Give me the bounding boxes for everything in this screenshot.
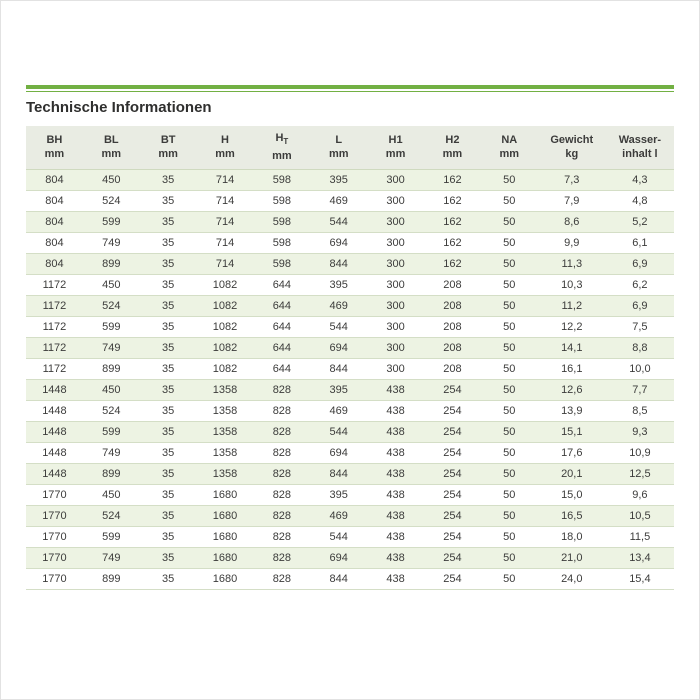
table-cell-h1: 438 [367,380,424,401]
table-cell-bt: 35 [140,233,197,254]
table-cell-h1: 300 [367,359,424,380]
table-cell-ht: 828 [253,422,310,443]
table-cell-wasserinhalt: 8,5 [606,401,674,422]
column-header-wasserinhalt: Wasser- inhalt l [606,126,674,170]
table-cell-na: 50 [481,527,538,548]
table-cell-bh: 1448 [26,464,83,485]
table-row [26,569,674,590]
table-cell-na: 50 [481,233,538,254]
table-cell-h2: 162 [424,233,481,254]
table-cell-wasserinhalt: 5,2 [606,212,674,233]
table-cell-ht: 644 [253,317,310,338]
table-cell-h: 1082 [197,317,254,338]
table-cell-wasserinhalt: 4,3 [606,170,674,191]
table-cell-l: 844 [310,569,367,590]
column-header-gewicht: Gewicht kg [538,126,606,170]
table-cell-bl: 749 [83,338,140,359]
table-cell-na: 50 [481,506,538,527]
table-cell-bl: 450 [83,485,140,506]
table-header-row [26,126,674,170]
table-cell-h: 1358 [197,422,254,443]
table-cell-bl: 524 [83,296,140,317]
table-cell-bl: 899 [83,254,140,275]
table-cell-gewicht: 24,0 [538,569,606,590]
table-cell-bh: 804 [26,212,83,233]
table-cell-wasserinhalt: 10,0 [606,359,674,380]
table-row [26,506,674,527]
table-cell-bh: 804 [26,233,83,254]
table-cell-h2: 254 [424,569,481,590]
table-cell-l: 395 [310,485,367,506]
table-cell-bl: 749 [83,233,140,254]
table-row [26,443,674,464]
table-cell-bt: 35 [140,380,197,401]
table-cell-bl: 599 [83,212,140,233]
table-cell-h2: 254 [424,506,481,527]
table-cell-bh: 1770 [26,527,83,548]
table-cell-h2: 208 [424,275,481,296]
table-cell-h2: 162 [424,254,481,275]
table-cell-ht: 828 [253,548,310,569]
table-cell-h1: 438 [367,422,424,443]
table-cell-na: 50 [481,548,538,569]
table-cell-gewicht: 16,5 [538,506,606,527]
table-row [26,275,674,296]
table-cell-bh: 1172 [26,296,83,317]
table-cell-bh: 1448 [26,422,83,443]
table-cell-bh: 1770 [26,569,83,590]
table-cell-h2: 254 [424,548,481,569]
table-cell-bh: 804 [26,170,83,191]
table-cell-na: 50 [481,212,538,233]
table-row [26,233,674,254]
table-cell-na: 50 [481,170,538,191]
table-cell-wasserinhalt: 9,6 [606,485,674,506]
table-cell-ht: 828 [253,527,310,548]
table-row [26,296,674,317]
table-cell-l: 395 [310,380,367,401]
table-cell-h2: 254 [424,422,481,443]
table-cell-wasserinhalt: 11,5 [606,527,674,548]
table-cell-l: 469 [310,191,367,212]
table-cell-gewicht: 10,3 [538,275,606,296]
table-cell-bl: 899 [83,569,140,590]
table-cell-bt: 35 [140,254,197,275]
table-row [26,380,674,401]
column-header-na: NA mm [481,126,538,170]
table-cell-h: 1082 [197,275,254,296]
table-cell-l: 694 [310,233,367,254]
table-cell-ht: 644 [253,275,310,296]
table-cell-h: 1358 [197,380,254,401]
table-cell-l: 395 [310,275,367,296]
table-cell-na: 50 [481,464,538,485]
top-divider-thick [26,85,674,89]
table-cell-h1: 300 [367,233,424,254]
table-cell-l: 844 [310,359,367,380]
table-cell-ht: 644 [253,359,310,380]
table-cell-l: 469 [310,401,367,422]
table-cell-gewicht: 17,6 [538,443,606,464]
table-cell-bh: 1770 [26,548,83,569]
table-cell-ht: 598 [253,170,310,191]
table-cell-ht: 828 [253,464,310,485]
table-cell-l: 544 [310,212,367,233]
table-cell-h2: 254 [424,380,481,401]
table-cell-wasserinhalt: 7,7 [606,380,674,401]
table-cell-h: 714 [197,191,254,212]
table-cell-h2: 162 [424,191,481,212]
table-cell-h1: 438 [367,485,424,506]
table-cell-bh: 1172 [26,317,83,338]
table-cell-l: 544 [310,422,367,443]
table-cell-bh: 1770 [26,485,83,506]
table-cell-h2: 208 [424,359,481,380]
table-cell-gewicht: 12,6 [538,380,606,401]
table-cell-h1: 300 [367,338,424,359]
table-cell-h2: 162 [424,170,481,191]
table-cell-na: 50 [481,296,538,317]
table-cell-bh: 1172 [26,338,83,359]
table-cell-ht: 598 [253,254,310,275]
table-cell-bl: 450 [83,170,140,191]
table-cell-na: 50 [481,422,538,443]
table-cell-h: 714 [197,254,254,275]
table-cell-h1: 300 [367,275,424,296]
column-header-l: L mm [310,126,367,170]
table-cell-h1: 438 [367,569,424,590]
table-cell-gewicht: 20,1 [538,464,606,485]
table-cell-ht: 828 [253,569,310,590]
table-cell-h1: 300 [367,170,424,191]
table-row [26,359,674,380]
table-cell-l: 395 [310,170,367,191]
table-cell-bt: 35 [140,296,197,317]
table-cell-ht: 598 [253,191,310,212]
table-row [26,422,674,443]
table-cell-bh: 804 [26,254,83,275]
table-cell-gewicht: 18,0 [538,527,606,548]
table-cell-h1: 438 [367,506,424,527]
table-cell-h: 1680 [197,527,254,548]
table-cell-bh: 1448 [26,401,83,422]
table-row [26,191,674,212]
table-row [26,254,674,275]
table-cell-na: 50 [481,485,538,506]
table-cell-h1: 300 [367,191,424,212]
table-cell-bt: 35 [140,485,197,506]
table-cell-h: 1082 [197,359,254,380]
table-cell-l: 694 [310,443,367,464]
table-cell-ht: 828 [253,485,310,506]
table-cell-bh: 804 [26,191,83,212]
table-cell-wasserinhalt: 15,4 [606,569,674,590]
table-cell-ht: 644 [253,296,310,317]
table-cell-h: 1680 [197,569,254,590]
technical-data-table [26,126,674,590]
page-title: Technische Informationen [26,99,212,116]
table-cell-ht: 828 [253,506,310,527]
table-cell-bl: 450 [83,275,140,296]
table-cell-na: 50 [481,338,538,359]
table-cell-h2: 254 [424,485,481,506]
column-header-h2: H2 mm [424,126,481,170]
table-cell-l: 844 [310,464,367,485]
table-cell-gewicht: 7,3 [538,170,606,191]
table-cell-h1: 438 [367,464,424,485]
table-cell-h: 1680 [197,548,254,569]
table-cell-ht: 828 [253,443,310,464]
table-cell-gewicht: 9,9 [538,233,606,254]
table-cell-wasserinhalt: 8,8 [606,338,674,359]
table-cell-bl: 599 [83,422,140,443]
table-cell-bh: 1172 [26,359,83,380]
table-cell-gewicht: 12,2 [538,317,606,338]
table-cell-na: 50 [481,317,538,338]
table-cell-gewicht: 15,0 [538,485,606,506]
table-cell-h: 1358 [197,443,254,464]
top-divider-thin [26,91,674,92]
table-cell-wasserinhalt: 7,5 [606,317,674,338]
table-cell-bt: 35 [140,506,197,527]
table-cell-ht: 828 [253,380,310,401]
table-cell-gewicht: 15,1 [538,422,606,443]
table-cell-h2: 208 [424,296,481,317]
table-cell-bl: 749 [83,548,140,569]
table-cell-na: 50 [481,359,538,380]
table-cell-h2: 208 [424,317,481,338]
table-cell-bt: 35 [140,464,197,485]
table-cell-gewicht: 13,9 [538,401,606,422]
table-cell-gewicht: 8,6 [538,212,606,233]
table-cell-na: 50 [481,401,538,422]
table-cell-l: 469 [310,506,367,527]
table-cell-bl: 524 [83,506,140,527]
table-cell-h: 1680 [197,506,254,527]
table-cell-l: 844 [310,254,367,275]
table-cell-h: 714 [197,233,254,254]
table-cell-na: 50 [481,569,538,590]
table-cell-bt: 35 [140,548,197,569]
table-cell-wasserinhalt: 6,9 [606,296,674,317]
table-cell-wasserinhalt: 10,5 [606,506,674,527]
table-cell-ht: 644 [253,338,310,359]
table-cell-na: 50 [481,380,538,401]
table-cell-h: 1082 [197,338,254,359]
table-cell-h: 1680 [197,485,254,506]
table-cell-bh: 1448 [26,443,83,464]
table-cell-gewicht: 14,1 [538,338,606,359]
table-cell-h1: 300 [367,212,424,233]
table-cell-bl: 524 [83,401,140,422]
table-cell-bl: 450 [83,380,140,401]
table-cell-h1: 438 [367,401,424,422]
table-row [26,338,674,359]
table-cell-bh: 1448 [26,380,83,401]
table-cell-bt: 35 [140,338,197,359]
table-row [26,548,674,569]
table-cell-wasserinhalt: 4,8 [606,191,674,212]
table-cell-wasserinhalt: 6,9 [606,254,674,275]
table-cell-h: 1358 [197,464,254,485]
table-cell-h2: 254 [424,443,481,464]
table-cell-l: 694 [310,338,367,359]
column-header-h1: H1 mm [367,126,424,170]
table-cell-bl: 899 [83,359,140,380]
table-cell-wasserinhalt: 10,9 [606,443,674,464]
column-header-ht: $H_T$ mm [253,126,310,170]
table-row [26,212,674,233]
table-cell-h: 714 [197,170,254,191]
table-row [26,401,674,422]
table-row [26,485,674,506]
table-cell-na: 50 [481,275,538,296]
table-cell-bl: 524 [83,191,140,212]
table-cell-l: 544 [310,317,367,338]
table-cell-bt: 35 [140,443,197,464]
table-cell-gewicht: 7,9 [538,191,606,212]
table-row [26,464,674,485]
table-cell-gewicht: 21,0 [538,548,606,569]
table-cell-l: 694 [310,548,367,569]
table-cell-bt: 35 [140,527,197,548]
table-cell-bt: 35 [140,191,197,212]
table-cell-h: 714 [197,212,254,233]
table-cell-bh: 1172 [26,275,83,296]
table-cell-wasserinhalt: 9,3 [606,422,674,443]
table-cell-h2: 254 [424,527,481,548]
table-cell-wasserinhalt: 6,1 [606,233,674,254]
table-cell-h1: 438 [367,527,424,548]
table-cell-wasserinhalt: 6,2 [606,275,674,296]
table-cell-bl: 749 [83,443,140,464]
table-cell-h1: 438 [367,548,424,569]
table-cell-h2: 208 [424,338,481,359]
table-cell-wasserinhalt: 13,4 [606,548,674,569]
table-cell-h: 1358 [197,401,254,422]
column-header-bl: BL mm [83,126,140,170]
table-cell-bt: 35 [140,359,197,380]
table-cell-na: 50 [481,443,538,464]
table-cell-bh: 1770 [26,506,83,527]
table-cell-l: 544 [310,527,367,548]
table-cell-ht: 598 [253,212,310,233]
column-header-h: H mm [197,126,254,170]
table-cell-gewicht: 16,1 [538,359,606,380]
content-area [26,85,674,590]
table-cell-bl: 599 [83,527,140,548]
table-cell-h1: 300 [367,254,424,275]
table-cell-ht: 598 [253,233,310,254]
table-cell-bl: 899 [83,464,140,485]
table-cell-bt: 35 [140,401,197,422]
table-cell-h: 1082 [197,296,254,317]
table-cell-gewicht: 11,3 [538,254,606,275]
column-header-bt: BT mm [140,126,197,170]
table-cell-bt: 35 [140,569,197,590]
table-cell-bl: 599 [83,317,140,338]
table-cell-h2: 254 [424,401,481,422]
table-cell-bt: 35 [140,422,197,443]
table-cell-wasserinhalt: 12,5 [606,464,674,485]
table-cell-na: 50 [481,254,538,275]
table-cell-l: 469 [310,296,367,317]
table-cell-na: 50 [481,191,538,212]
table-row [26,317,674,338]
table-cell-h1: 300 [367,296,424,317]
table-cell-ht: 828 [253,401,310,422]
table-cell-h1: 438 [367,443,424,464]
table-cell-h2: 162 [424,212,481,233]
column-header-bh: BH mm [26,126,83,170]
table-row [26,527,674,548]
table-cell-h1: 300 [367,317,424,338]
table-row [26,170,674,191]
table-cell-bt: 35 [140,212,197,233]
table-cell-gewicht: 11,2 [538,296,606,317]
table-cell-bt: 35 [140,170,197,191]
table-cell-h2: 254 [424,464,481,485]
table-cell-bt: 35 [140,317,197,338]
table-cell-bt: 35 [140,275,197,296]
